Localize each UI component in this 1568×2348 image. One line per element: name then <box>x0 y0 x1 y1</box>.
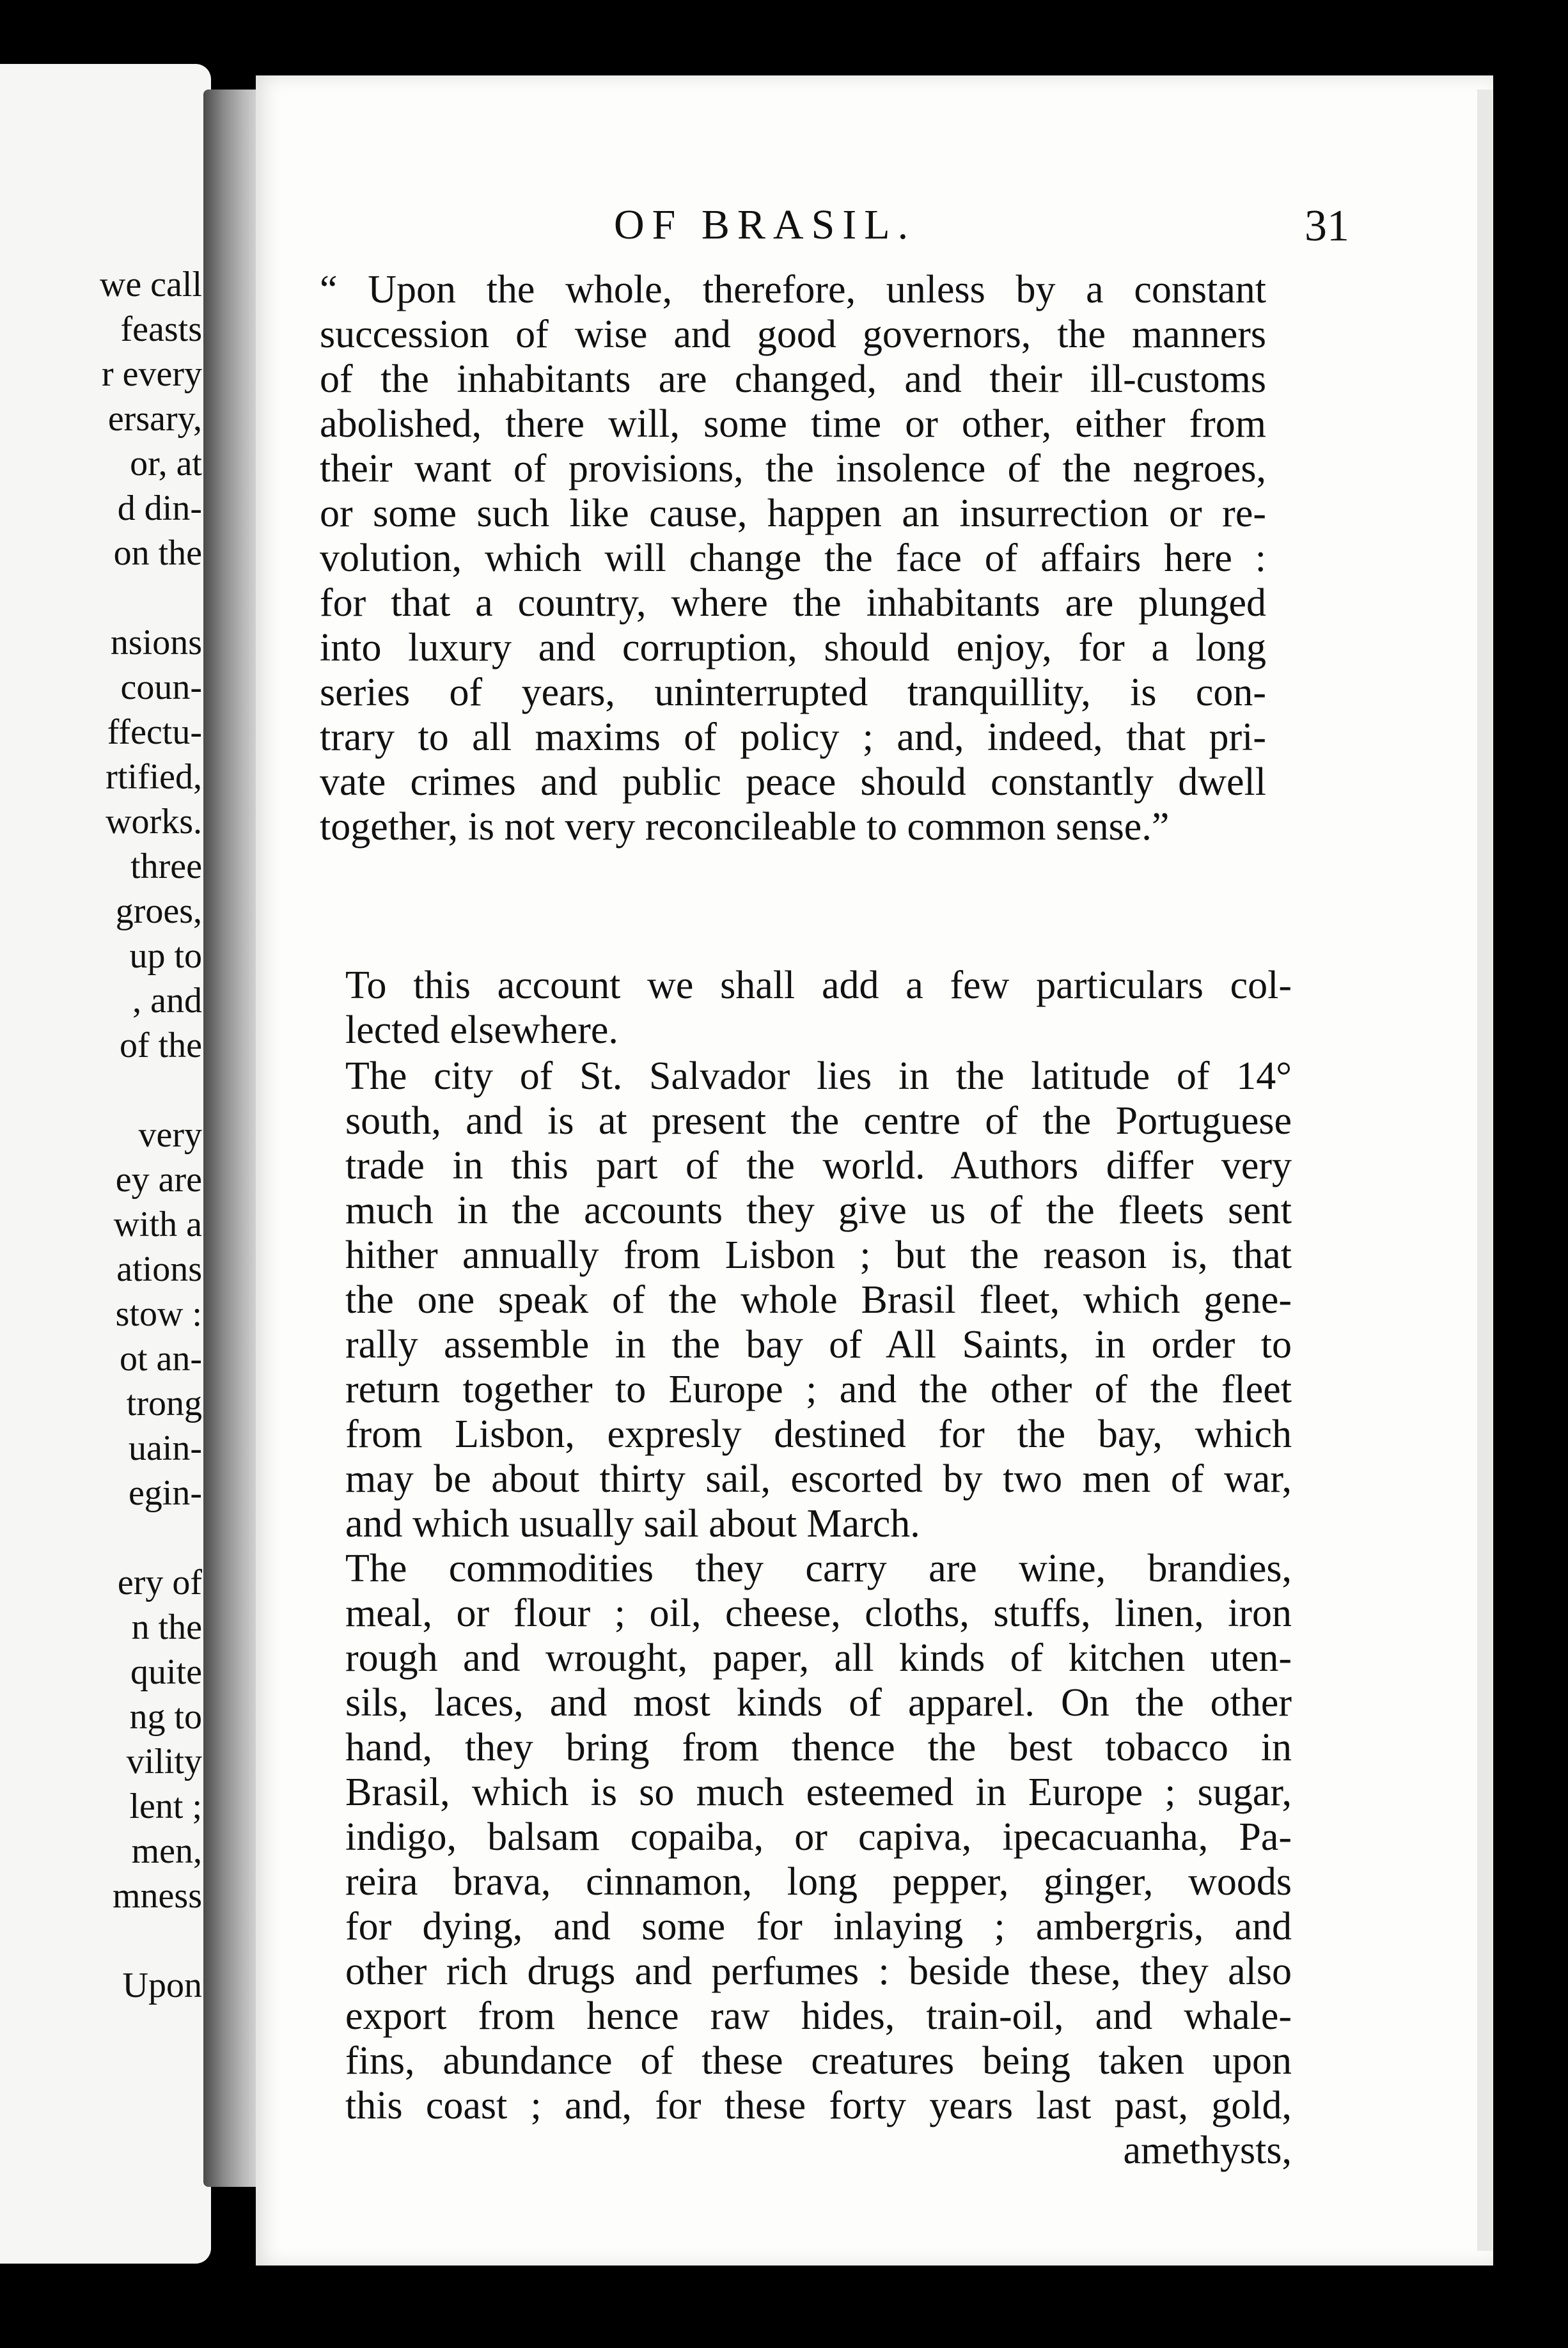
left-page-line-fragment: r every <box>101 354 202 394</box>
text-line: series of years, uninterrupted tranquillity, is con- <box>320 671 1266 714</box>
text-line: the one speak of the whole Brasil fleet, which gene- <box>345 1278 1292 1322</box>
text-line: volution, which will change the face of affairs here : <box>320 536 1266 580</box>
quoted-paragraph <box>320 267 1266 849</box>
running-head: OF BRASIL. <box>614 201 916 248</box>
text-line: “ Upon the whole, therefore, unless by a constant <box>320 268 1266 311</box>
text-line: hand, they bring from thence the best tobacco in <box>345 1726 1292 1769</box>
text-line: To this account we shall add a few particulars col- <box>345 964 1292 1007</box>
left-page-line-fragment: trong <box>126 1384 202 1423</box>
text-line: south, and is at present the centre of the Portuguese <box>345 1099 1292 1143</box>
left-page-line-fragment: or, at <box>130 444 202 483</box>
text-line: reira brava, cinnamon, long pepper, ginger, woods <box>345 1860 1292 1904</box>
text-line: into luxury and corruption, should enjoy, for a long <box>320 626 1266 669</box>
left-page-line-fragment: ot an- <box>119 1339 202 1379</box>
text-line: much in the accounts they give us of the fleets sent <box>345 1189 1292 1232</box>
text-line: vate crimes and public peace should constantly dwell <box>320 760 1266 804</box>
left-page-line-fragment: Upon <box>122 1966 202 2005</box>
text-line: other rich drugs and perfumes : beside these, they also <box>345 1950 1292 1993</box>
left-page-line-fragment: vility <box>126 1742 202 1781</box>
left-page-line-fragment: works. <box>106 802 202 841</box>
text-line: and which usually sail about March. <box>345 1502 920 1546</box>
text-line: Brasil, which is so much esteemed in Europe ; sugar, <box>345 1771 1292 1814</box>
left-page-line-fragment: up to <box>129 936 202 976</box>
text-line: sils, laces, and most kinds of apparel. On the other <box>345 1681 1292 1725</box>
left-page-line-fragment: ersary, <box>107 399 202 439</box>
left-page-line-fragment: lent ; <box>129 1787 202 1826</box>
text-line: succession of wise and good governors, the manners <box>320 313 1266 356</box>
catchword: amethysts, <box>1123 2129 1292 2172</box>
text-line: return together to Europe ; and the other of the fleet <box>345 1368 1292 1411</box>
left-page-line-fragment: stow : <box>115 1294 202 1334</box>
left-page-line-fragment: ffectu- <box>107 712 202 752</box>
left-page-line-fragment: , and <box>132 981 202 1021</box>
left-page-line-fragment: ey are <box>115 1160 202 1200</box>
text-line: rough and wrought, paper, all kinds of kitchen uten- <box>345 1636 1292 1680</box>
left-page-line-fragment: we call <box>99 265 202 304</box>
paragraph-commodities <box>307 1546 1292 2173</box>
left-page-line-fragment: ery of <box>117 1563 202 1602</box>
left-page-line-fragment: of the <box>119 1026 202 1065</box>
text-line: trary to all maxims of policy ; and, indeed, that pri- <box>320 716 1266 759</box>
text-line: meal, or flour ; oil, cheese, cloths, stuffs, linen, iron <box>345 1592 1292 1635</box>
text-line: for dying, and some for inlaying ; ambergris, and <box>345 1905 1292 1948</box>
left-page-line-fragment: egin- <box>128 1473 202 1513</box>
text-line: hither annually from Lisbon ; but the reason is, that <box>345 1233 1292 1277</box>
text-line: trade in this part of the world. Authors differ very <box>345 1144 1292 1187</box>
left-page-line-fragment: feasts <box>120 309 202 349</box>
left-page-line-fragment: quite <box>130 1652 202 1692</box>
left-page-line-fragment: ations <box>116 1249 202 1289</box>
left-page-line-fragment: coun- <box>120 668 202 707</box>
text-line: lected elsewhere. <box>345 1008 618 1052</box>
text-line: or some such like cause, happen an insurrection or re- <box>320 492 1266 535</box>
left-page-line-fragment: uain- <box>128 1428 202 1468</box>
text-line: abolished, there will, some time or other, either from <box>320 402 1266 446</box>
book-gutter-shadow <box>203 90 261 2187</box>
text-line: The city of St. Salvador lies in the latitude of 14° <box>345 1054 1292 1098</box>
text-line: of the inhabitants are changed, and their ill-customs <box>320 357 1266 401</box>
text-line: The commodities they carry are wine, brandies, <box>345 1547 1292 1590</box>
left-page-line-fragment: d din- <box>117 489 202 528</box>
left-page-line-fragment: mness <box>113 1876 202 1916</box>
left-page-line-fragment: men, <box>131 1831 202 1871</box>
left-page-line-fragment: on the <box>113 533 202 573</box>
left-page-line-fragment: three <box>130 847 202 886</box>
page-number: 31 <box>1305 201 1349 251</box>
text-line: from Lisbon, expresly destined for the bay, which <box>345 1413 1292 1456</box>
text-line: export from hence raw hides, train-oil, and whale- <box>345 1994 1292 2038</box>
right-page <box>256 75 1493 2266</box>
page-edge <box>1477 90 1493 2251</box>
text-line: indigo, balsam copaiba, or capiva, ipecacuanha, Pa- <box>345 1815 1292 1859</box>
text-line: fins, abundance of these creatures being taken upon <box>345 2039 1292 2083</box>
left-page-line-fragment: very <box>138 1115 202 1155</box>
text-line: their want of provisions, the insolence of the negroes, <box>320 447 1266 490</box>
left-page-line-fragment: rtified, <box>106 757 202 797</box>
paragraph-account <box>307 963 1292 1053</box>
left-page-line-fragment: groes, <box>115 891 202 931</box>
text-line: for that a country, where the inhabitants are plunged <box>320 581 1266 625</box>
left-page-line-fragment: nsions <box>110 623 202 662</box>
left-page-fragment <box>0 64 211 2264</box>
paragraph-st-salvador <box>307 1054 1292 1546</box>
left-page-line-fragment: with a <box>113 1205 202 1244</box>
text-line: together, is not very reconcileable to common sense.” <box>320 805 1170 849</box>
left-page-line-fragment: ng to <box>129 1697 202 1737</box>
left-page-line-fragment: n the <box>131 1608 202 1647</box>
text-line: rally assemble in the bay of All Saints, in order to <box>345 1323 1292 1366</box>
text-line: this coast ; and, for these forty years last past, gold, <box>345 2084 1292 2127</box>
text-line: may be about thirty sail, escorted by two men of war, <box>345 1457 1292 1501</box>
